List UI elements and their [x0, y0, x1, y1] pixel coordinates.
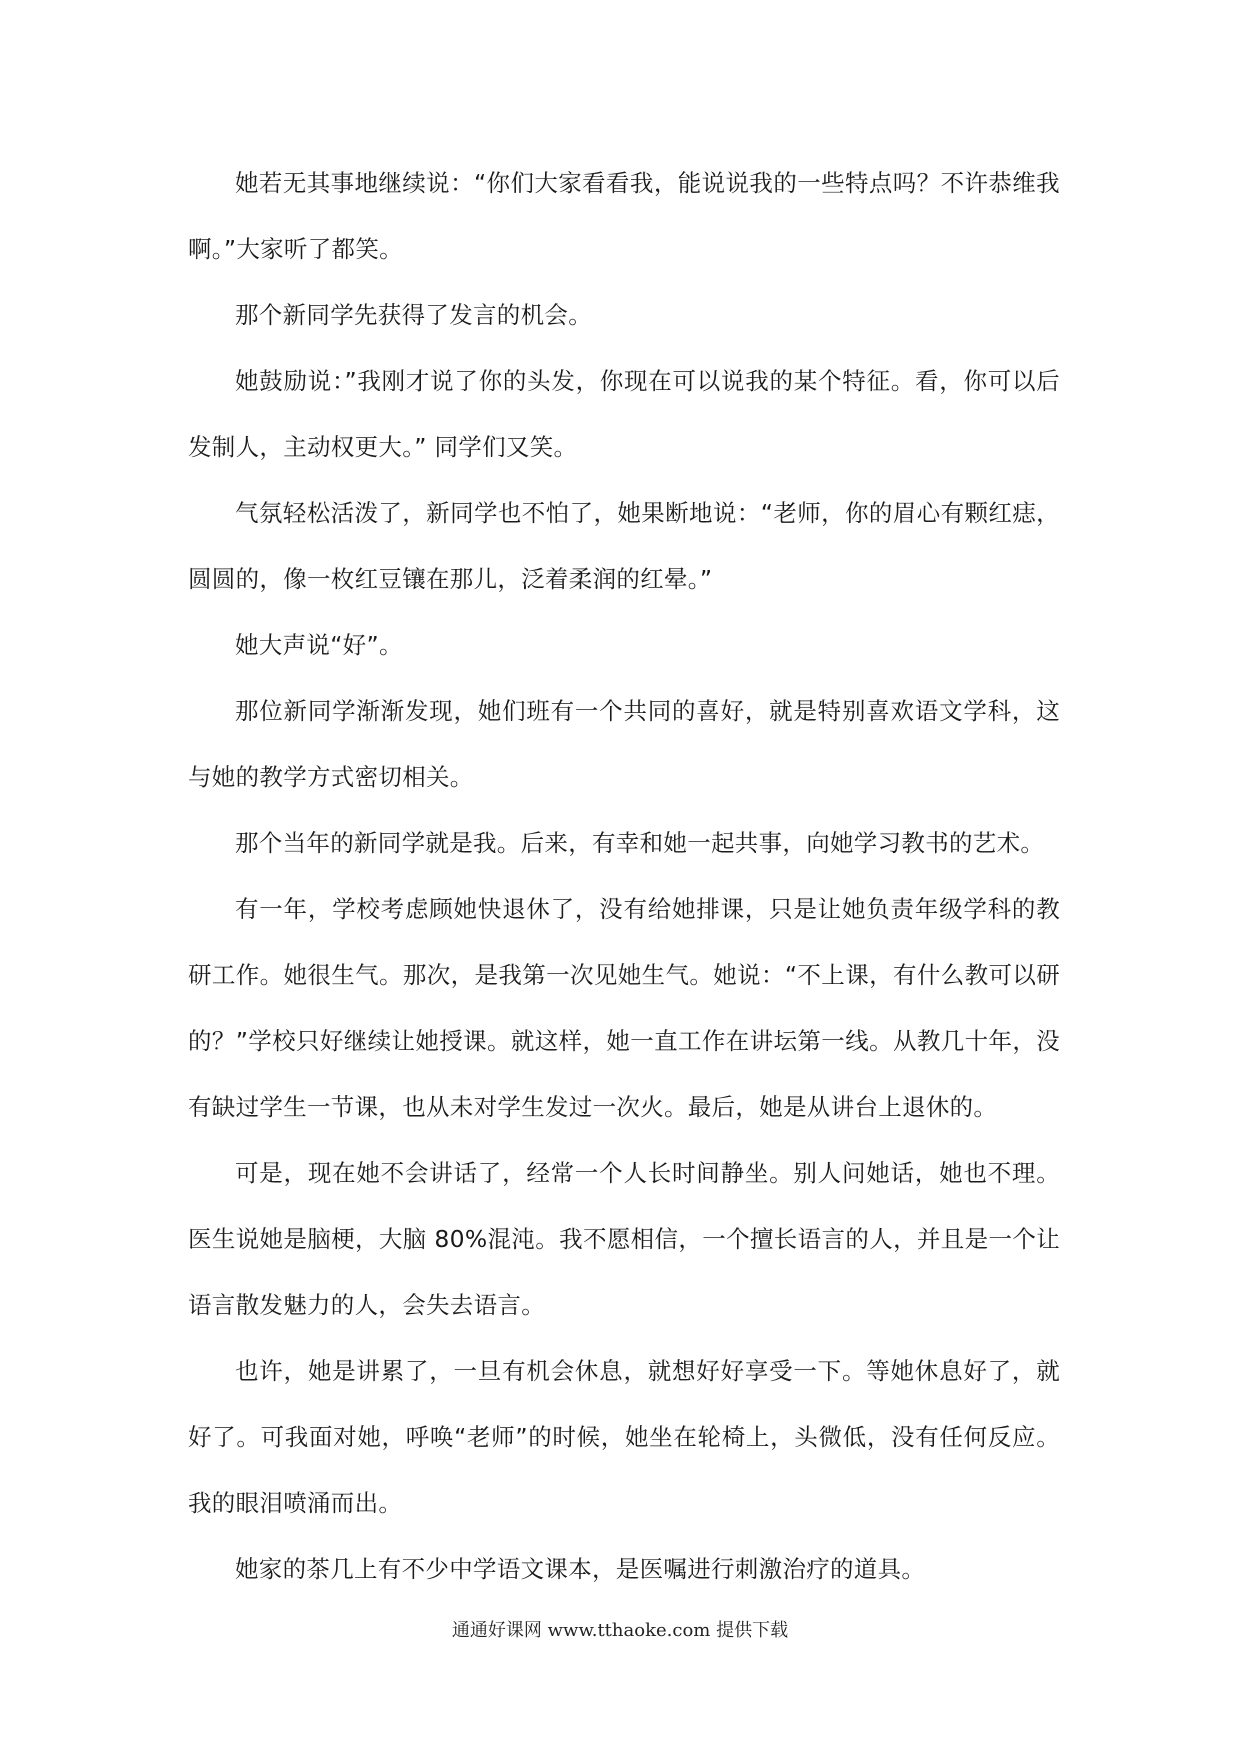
paragraph-10: 也许，她是讲累了，一旦有机会休息，就想好好享受一下。等她休息好了，就好了。可我面对她，呼唤“老师”的时候，她坐在轮椅上，头微低，没有任何反应。我的眼泪喷涌而出。 [188, 1357, 1060, 1517]
paragraph-5: 她大声说“好”。 [235, 631, 403, 659]
paragraph-3: 她鼓励说：”我刚才说了你的头发，你现在可以说我的某个特征。看，你可以后发制人，主动权更大。” 同学们又笑。 [188, 367, 1060, 461]
page-footer: 通通好课网 www.tthaoke.com 提供下载 [451, 1620, 789, 1641]
paragraph-4: 气氛轻松活泼了，新同学也不怕了，她果断地说：“老师，你的眉心有颗红痣，圆圆的，像一枚红豆镶在那儿，泛着柔润的红晕。” [188, 499, 1060, 593]
paragraph-9: 可是，现在她不会讲话了，经常一个人长时间静坐。别人问她话，她也不理。医生说她是脑梗，大脑 80%混沌。我不愿相信，一个擅长语言的人，并且是一个让语言散发魅力的人，会失去语言。 [188, 1159, 1060, 1319]
paragraph-8: 有一年，学校考虑顾她快退休了，没有给她排课，只是让她负责年级学科的教研工作。她很生气。那次，是我第一次见她生气。她说：“不上课，有什么教可以研的？”学校只好继续让她授课。就这样，她一直工作在讲坛第一线。从教几十年，没有缺过学生一节课，也从未对学生发过一次火。最后，她是从讲台上退休的。 [188, 895, 1060, 1121]
article-body [188, 150, 1060, 1602]
paragraph-6: 那位新同学渐渐发现，她们班有一个共同的喜好，就是特别喜欢语文学科，这与她的教学方式密切相关。 [188, 697, 1060, 791]
paragraph-7: 那个当年的新同学就是我。后来，有幸和她一起共事，向她学习教书的艺术。 [235, 829, 1045, 857]
paragraph-1: 她若无其事地继续说：“你们大家看看我，能说说我的一些特点吗？不许恭维我啊。”大家听了都笑。 [188, 169, 1060, 263]
paragraph-2: 那个新同学先获得了发言的机会。 [235, 301, 592, 329]
paragraph-11: 她家的茶几上有不少中学语文课本，是医嘱进行刺激治疗的道具。 [235, 1555, 926, 1583]
